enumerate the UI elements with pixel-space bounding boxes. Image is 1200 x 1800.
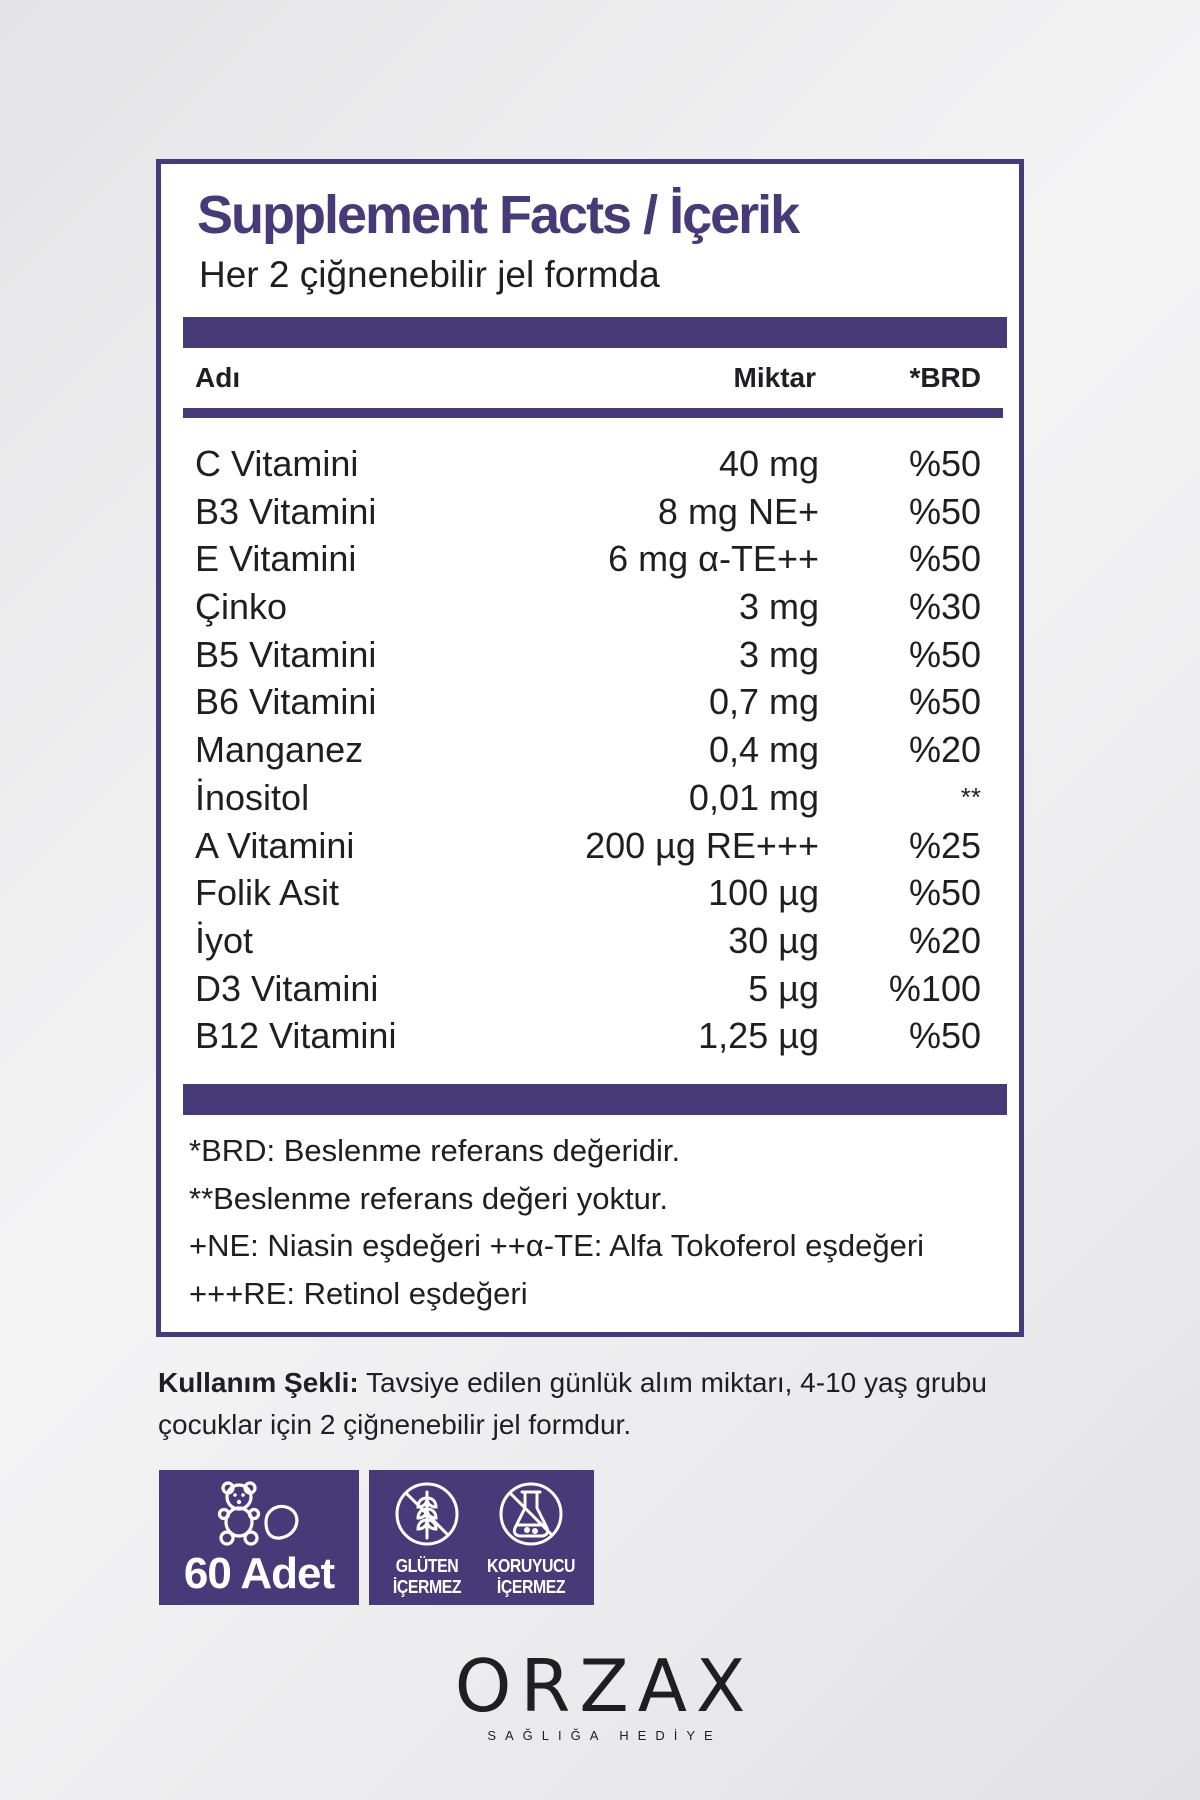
nutrient-amount: 30 µg bbox=[728, 919, 819, 961]
preservative-free-item bbox=[481, 1480, 581, 1598]
usage-instructions bbox=[158, 1362, 1058, 1446]
footnotes bbox=[189, 1127, 924, 1317]
nutrient-brd: %100 bbox=[888, 967, 981, 1009]
usage-text: Tavsiye edilen günlük alım miktarı, 4-10 yaş grubu çocuklar için 2 çiğnenebilir jel formdur. bbox=[158, 1367, 987, 1440]
table-row bbox=[161, 726, 1019, 774]
facts-table-body bbox=[161, 440, 1019, 1060]
nutrient-brd: ** bbox=[960, 781, 981, 812]
usage-label: Kullanım Şekli: bbox=[158, 1367, 359, 1398]
nutrient-name: İyot bbox=[195, 919, 254, 961]
nutrient-name: B12 Vitamini bbox=[195, 1015, 397, 1057]
nutrient-name: B3 Vitamini bbox=[195, 490, 377, 532]
nutrient-name: B6 Vitamini bbox=[195, 681, 377, 723]
footnote: *BRD: Beslenme referans değeridir. bbox=[189, 1133, 681, 1168]
facts-subtitle: Her 2 çiğnenebilir jel formda bbox=[199, 254, 660, 295]
nutrient-name: E Vitamini bbox=[195, 538, 357, 580]
table-row bbox=[161, 869, 1019, 917]
nutrient-brd: %20 bbox=[908, 729, 981, 771]
table-row bbox=[161, 488, 1019, 536]
nutrient-amount: 40 mg bbox=[718, 443, 819, 484]
header-divider-bar bbox=[183, 317, 1007, 348]
nutrient-name: A Vitamini bbox=[195, 824, 355, 866]
nutrient-brd: %50 bbox=[908, 443, 981, 484]
table-row bbox=[161, 965, 1019, 1013]
gummy-bear-icon bbox=[214, 1480, 304, 1550]
table-row bbox=[161, 583, 1019, 631]
supplement-facts-panel bbox=[156, 159, 1024, 1337]
nutrient-name: C Vitamini bbox=[195, 443, 359, 484]
table-row bbox=[161, 822, 1019, 870]
table-row bbox=[161, 535, 1019, 583]
table-row bbox=[161, 774, 1019, 822]
nutrient-amount: 5 µg bbox=[748, 967, 819, 1009]
table-row bbox=[161, 1012, 1019, 1060]
column-header-divider bbox=[183, 408, 1003, 418]
nutrient-brd: %50 bbox=[908, 490, 981, 532]
nutrient-brd: %25 bbox=[908, 824, 981, 866]
free-from-badge bbox=[369, 1470, 594, 1605]
nutrient-brd: %30 bbox=[908, 586, 981, 628]
flask-crossed-icon bbox=[497, 1480, 565, 1548]
wheat-crossed-icon bbox=[393, 1480, 461, 1548]
nutrient-amount: 0,7 mg bbox=[708, 681, 819, 723]
count-badge bbox=[159, 1470, 359, 1605]
nutrient-brd: %50 bbox=[908, 872, 981, 914]
footnote: +NE: Niasin eşdeğeri ++α-TE: Alfa Tokoferol eşdeğeri bbox=[189, 1228, 925, 1263]
nutrient-name: Folik Asit bbox=[195, 872, 340, 914]
nutrient-name: İnositol bbox=[195, 776, 310, 818]
nutrient-brd: %20 bbox=[908, 919, 981, 961]
footer-divider-bar bbox=[183, 1084, 1007, 1115]
gluten-free-item bbox=[377, 1480, 477, 1598]
nutrient-amount: 0,4 mg bbox=[708, 729, 819, 771]
nutrient-amount: 3 mg bbox=[738, 586, 819, 628]
table-row bbox=[161, 917, 1019, 965]
count-label: 60 Adet bbox=[183, 1549, 335, 1598]
nutrient-brd: %50 bbox=[908, 633, 981, 675]
brand-tagline: SAĞLIĞA HEDİYE bbox=[487, 1728, 722, 1743]
nutrient-amount: 6 mg α-TE++ bbox=[608, 538, 819, 580]
table-row bbox=[161, 631, 1019, 679]
preservative-free-label: KORUYUCU İÇERMEZ bbox=[487, 1556, 576, 1597]
table-row bbox=[161, 440, 1019, 488]
nutrient-brd: %50 bbox=[908, 681, 981, 723]
gluten-free-label: GLÜTEN İÇERMEZ bbox=[392, 1556, 462, 1597]
nutrient-amount: 200 µg RE+++ bbox=[585, 824, 819, 866]
footnote: **Beslenme referans değeri yoktur. bbox=[189, 1180, 669, 1216]
brand-logo bbox=[0, 1644, 1200, 1743]
facts-title: Supplement Facts / İçerik bbox=[197, 185, 799, 245]
nutrient-brd: %50 bbox=[908, 538, 981, 580]
column-header-brd: *BRD bbox=[909, 362, 981, 393]
nutrient-name: D3 Vitamini bbox=[195, 967, 379, 1009]
column-header-name: Adı bbox=[195, 362, 241, 393]
nutrient-amount: 3 mg bbox=[738, 633, 819, 675]
nutrient-amount: 8 mg NE+ bbox=[657, 490, 819, 532]
brand-name: ORZAX bbox=[454, 1644, 755, 1728]
nutrient-name: Manganez bbox=[195, 729, 364, 771]
nutrient-brd: %50 bbox=[908, 1015, 981, 1057]
nutrient-amount: 1,25 µg bbox=[698, 1015, 819, 1057]
nutrient-name: Çinko bbox=[195, 586, 288, 628]
nutrient-amount: 0,01 mg bbox=[688, 776, 819, 818]
nutrient-name: B5 Vitamini bbox=[195, 633, 377, 675]
footnote: +++RE: Retinol eşdeğeri bbox=[189, 1275, 528, 1311]
table-row bbox=[161, 678, 1019, 726]
column-header-amount: Miktar bbox=[733, 362, 816, 393]
nutrient-amount: 100 µg bbox=[708, 872, 819, 914]
